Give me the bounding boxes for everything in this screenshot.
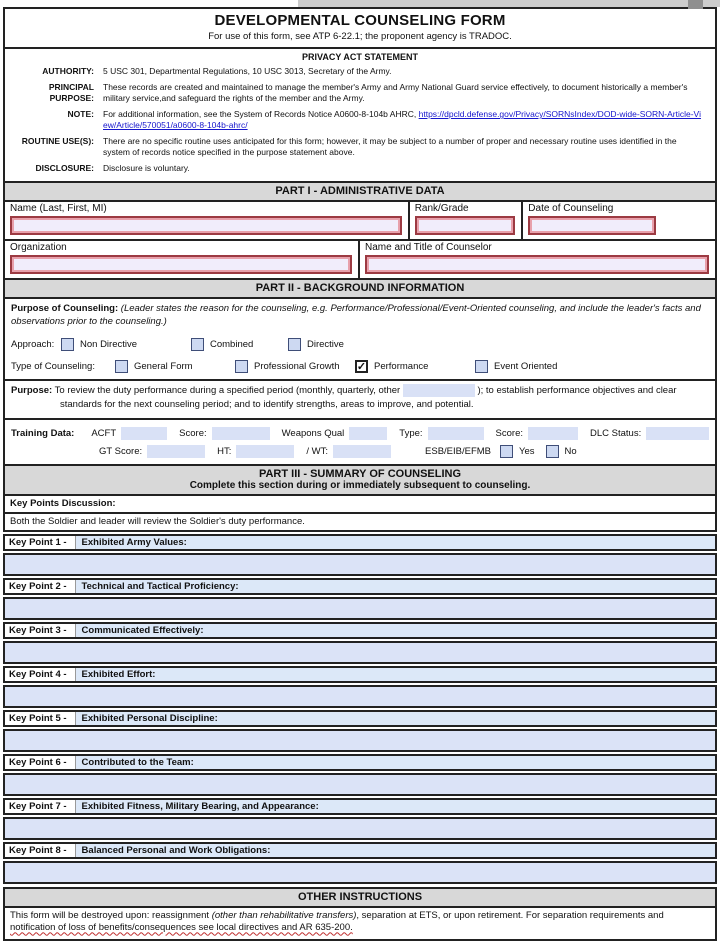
disclosure-text: Disclosure is voluntary.	[103, 163, 190, 174]
date-input[interactable]	[530, 218, 654, 233]
key-point-6-input[interactable]	[3, 773, 717, 796]
esb-eib-efmb-label: ESB/EIB/EFMB	[425, 445, 492, 457]
other-instructions-text-2: , separation at ETS, or upon retirement. For separation requirements and	[356, 909, 664, 921]
principal-purpose-text: These records are created and maintained to manage the member's Army and Army National Guard service effectively, to document historically a member's military service,and safeguard the rights of the member and the Army.	[103, 82, 688, 104]
key-point-3-title: Communicated Effectively:	[81, 624, 204, 636]
gt-score-label: GT Score:	[99, 445, 143, 457]
counselor-cell	[360, 241, 715, 278]
training-data-block	[3, 418, 717, 466]
acft-score-label: Score:	[179, 427, 207, 439]
training-row-1	[11, 427, 709, 440]
purpose-paragraph	[3, 379, 717, 420]
weight-label: / WT:	[306, 445, 329, 457]
general-form-label: General Form	[134, 361, 193, 372]
principal-purpose-row	[11, 82, 709, 104]
professional-growth-checkbox[interactable]	[235, 360, 248, 373]
key-points-discussion-label-row: Key Points Discussion:	[3, 494, 717, 514]
authority-row	[11, 66, 709, 77]
esb-no-label: No	[564, 445, 577, 457]
key-point-2-title: Technical and Tactical Proficiency:	[81, 580, 239, 592]
routine-use-row	[11, 136, 709, 158]
name-label: Name (Last, First, MI)	[10, 203, 107, 215]
key-point-4-title: Exhibited Effort:	[81, 668, 156, 680]
approach-option-non-directive	[61, 338, 191, 351]
organization-input[interactable]	[12, 257, 350, 272]
type-option-event-oriented	[475, 360, 595, 373]
key-point-7-title: Exhibited Fitness, Military Bearing, and Appearance:	[81, 800, 319, 812]
training-data-label: Training Data:	[11, 427, 75, 439]
purpose-of-counseling-label: Purpose of Counseling:	[11, 303, 119, 315]
non-directive-label: Non Directive	[80, 339, 138, 350]
approach-option-directive	[288, 338, 344, 351]
key-point-8-number: Key Point 8 -	[5, 844, 76, 857]
key-point-2-number: Key Point 2 -	[5, 580, 76, 593]
privacy-title: PRIVACY ACT STATEMENT	[301, 52, 418, 62]
date-cell	[523, 202, 715, 239]
part2-header: PART II - BACKGROUND INFORMATION	[3, 278, 717, 299]
weapons-score-input[interactable]	[528, 427, 578, 440]
esb-yes-checkbox[interactable]	[500, 445, 513, 458]
weapons-qual-label: Weapons Qual	[281, 427, 345, 439]
key-point-8-title: Balanced Personal and Work Obligations:	[81, 844, 271, 856]
type-of-counseling-row	[11, 360, 709, 373]
event-oriented-label: Event Oriented	[494, 361, 558, 372]
counselor-label: Name and Title of Counselor	[365, 242, 492, 254]
type-option-professional-growth	[235, 360, 355, 373]
name-input[interactable]	[12, 218, 400, 233]
weight-input[interactable]	[333, 445, 391, 458]
approach-option-combined	[191, 338, 288, 351]
purpose-of-counseling-block	[3, 297, 717, 381]
sorn-link[interactable]: https://dpcld.defense.gov/Privacy/SORNsIndex/DOD-wide-SORN-Article-View/Article/570051/a0600-8-104b-ahrc/	[103, 109, 701, 131]
purpose-of-counseling-text	[11, 303, 709, 329]
organization-cell	[5, 241, 360, 278]
rank-label: Rank/Grade	[414, 203, 469, 215]
esb-no-checkbox[interactable]	[546, 445, 559, 458]
name-cell	[5, 202, 410, 239]
weapons-qual-input[interactable]	[349, 427, 387, 440]
professional-growth-label: Professional Growth	[254, 361, 340, 372]
key-point-1-header	[3, 534, 717, 551]
key-points-discussion-text-row: Both the Soldier and leader will review the Soldier's duty performance.	[3, 512, 717, 532]
purpose-paragraph-text-1: To review the duty performance during a specified period (monthly, quarterly, other	[54, 385, 401, 397]
form-title: DEVELOPMENTAL COUNSELING FORM	[214, 12, 506, 29]
key-point-7-header	[3, 798, 717, 815]
key-point-8-header	[3, 842, 717, 859]
event-oriented-checkbox[interactable]	[475, 360, 488, 373]
admin-row-2	[3, 239, 717, 280]
directive-checkbox[interactable]	[288, 338, 301, 351]
gt-score-input[interactable]	[147, 445, 205, 458]
general-form-checkbox[interactable]	[115, 360, 128, 373]
key-point-3-number: Key Point 3 -	[5, 624, 76, 637]
organization-label: Organization	[10, 242, 67, 254]
rank-cell	[410, 202, 524, 239]
disclosure-row	[11, 163, 709, 174]
key-point-1-title: Exhibited Army Values:	[81, 536, 187, 548]
directive-label: Directive	[307, 339, 344, 350]
type-option-general-form	[115, 360, 235, 373]
approach-row	[11, 338, 709, 351]
other-instructions-text-3: notification of loss of benefits/consequences see local directives and AR 635-200.	[10, 922, 353, 934]
viewer-top-strip	[0, 0, 720, 7]
key-point-6-header	[3, 754, 717, 771]
training-row-2	[11, 445, 709, 458]
key-point-6-number: Key Point 6 -	[5, 756, 76, 769]
key-point-1-input[interactable]	[3, 553, 717, 576]
key-point-7-input[interactable]	[3, 817, 717, 840]
note-row	[11, 109, 709, 131]
approach-label: Approach:	[11, 339, 55, 350]
part3-header-title: PART III - SUMMARY OF COUNSELING	[258, 467, 462, 480]
key-point-4-input[interactable]	[3, 685, 717, 708]
purpose-of-counseling-desc: (Leader states the reason for the counseling, e.g. Performance/Professional/Event-Oriented counseling, and include the leader's facts and observations prior to the counseling.)	[11, 303, 701, 328]
non-directive-checkbox[interactable]	[61, 338, 74, 351]
acft-score-input[interactable]	[212, 427, 270, 440]
note-label: NOTE:	[67, 109, 94, 120]
routine-use-label: ROUTINE USE(S):	[21, 136, 94, 147]
key-point-3-header	[3, 622, 717, 639]
height-input[interactable]	[236, 445, 294, 458]
key-point-3-input[interactable]	[3, 641, 717, 664]
other-instructions-text	[3, 906, 717, 941]
privacy-act-statement	[3, 47, 717, 183]
key-point-2-header	[3, 578, 717, 595]
key-point-1-number: Key Point 1 -	[5, 536, 76, 549]
other-instructions-header: OTHER INSTRUCTIONS	[3, 887, 717, 908]
performance-checkbox-checked[interactable]: ✓	[356, 361, 367, 373]
purpose-other-input[interactable]	[403, 384, 475, 397]
weapons-score-label: Score:	[495, 427, 524, 439]
authority-label: AUTHORITY:	[42, 66, 94, 76]
dlc-status-label: DLC Status:	[590, 427, 642, 439]
counselor-input[interactable]	[367, 257, 707, 272]
part3-header	[3, 464, 717, 496]
form-subtitle: For use of this form, see ATP 6-22.1; the proponent agency is TRADOC.	[208, 31, 512, 42]
disclosure-label: DISCLOSURE:	[35, 163, 94, 174]
purpose-paragraph-text-2: ); to establish performance objectives and clear standards for the next counseling period; and to identify strengths, areas to improve, and potential.	[60, 385, 677, 411]
scrollbar-button[interactable]	[688, 0, 703, 9]
key-point-5-number: Key Point 5 -	[5, 712, 76, 725]
admin-row-1	[3, 200, 717, 241]
part3-header-subtitle: Complete this section during or immediately subsequent to counseling.	[189, 479, 531, 491]
key-point-2-input[interactable]	[3, 597, 717, 620]
authority-text: 5 USC 301, Departmental Regulations, 10 USC 3013, Secretary of the Army.	[103, 66, 392, 76]
other-instructions-italic: (other than rehabilitative transfers)	[211, 909, 357, 921]
date-label: Date of Counseling	[528, 203, 614, 215]
key-point-6-title: Contributed to the Team:	[81, 756, 194, 768]
acft-input[interactable]	[121, 427, 167, 440]
type-option-performance	[355, 360, 475, 373]
key-point-5-input[interactable]	[3, 729, 717, 752]
part1-header: PART I - ADMINISTRATIVE DATA	[3, 181, 717, 202]
esb-yes-label: Yes	[519, 445, 535, 457]
viewer-top-bar	[298, 0, 720, 7]
performance-label: Performance	[374, 361, 429, 372]
height-label: HT:	[217, 445, 232, 457]
acft-label: ACFT	[91, 427, 117, 439]
da-form-4856	[3, 7, 717, 941]
note-text-body: For additional information, see the System of Records Notice A0600-8-104b AHRC,	[103, 109, 417, 120]
key-point-4-number: Key Point 4 -	[5, 668, 76, 681]
key-point-5-header	[3, 710, 717, 727]
note-text	[103, 109, 709, 131]
routine-use-text: There are no specific routine uses anticipated for this form; however, it may be subject to a number of proper and necessary routine uses identified in the system of records notice specified in the purpose statement above.	[103, 136, 677, 158]
dlc-status-input[interactable]	[646, 427, 709, 440]
rank-input[interactable]	[417, 218, 514, 233]
combined-label: Combined	[210, 339, 254, 350]
purpose-paragraph-label: Purpose:	[11, 385, 53, 397]
key-point-4-header	[3, 666, 717, 683]
principal-purpose-label: PRINCIPAL PURPOSE:	[48, 82, 94, 104]
weapons-type-input[interactable]	[428, 427, 484, 440]
form-header	[3, 7, 717, 49]
key-point-8-input[interactable]	[3, 861, 717, 884]
combined-checkbox[interactable]	[191, 338, 204, 351]
weapons-type-label: Type:	[399, 427, 423, 439]
other-instructions-text-1: This form will be destroyed upon: reassignment	[10, 909, 212, 921]
key-point-5-title: Exhibited Personal Discipline:	[81, 712, 218, 724]
key-point-7-number: Key Point 7 -	[5, 800, 76, 813]
type-of-counseling-label: Type of Counseling:	[11, 361, 95, 372]
